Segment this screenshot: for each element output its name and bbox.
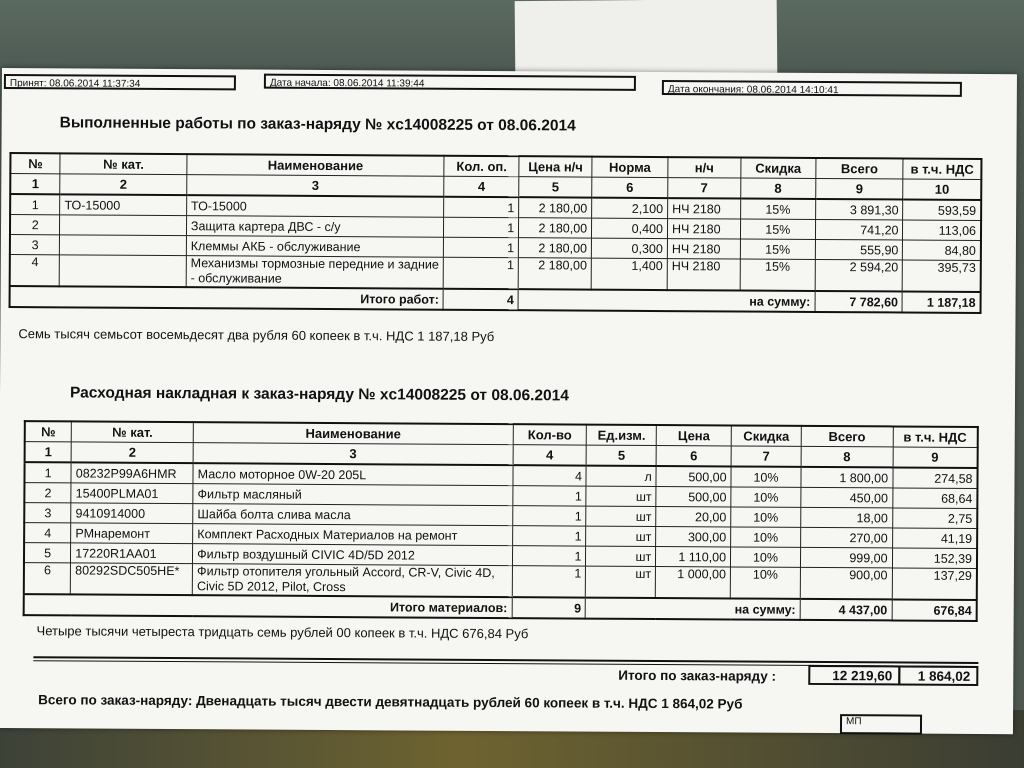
row-num: 2 — [10, 215, 60, 235]
works-total-label: Итого работ: — [10, 286, 444, 310]
row-cat: 80292SDC505HE* — [71, 563, 193, 595]
materials-title: Расходная накладная к заказ-наряду № xc14008225 от 08.06.2014 — [69, 384, 569, 405]
row-cat — [60, 215, 187, 236]
row-num: 1 — [24, 462, 71, 483]
works-index: 1 — [10, 174, 60, 195]
row-discount: 15% — [740, 259, 815, 291]
row-qty: 4 — [513, 465, 587, 486]
materials-index: 2 — [71, 442, 193, 463]
row-total: 555,90 — [815, 239, 903, 260]
row-price: 2 180,00 — [519, 218, 592, 238]
row-price: 2 180,00 — [518, 258, 591, 290]
row-unit: шт — [586, 486, 656, 506]
row-name: Механизмы тормозные передние и задние - обслуживание — [186, 256, 444, 289]
materials-col-discount: Скидка — [731, 425, 801, 446]
row-vat: 593,59 — [903, 200, 981, 221]
materials-index: 6 — [656, 446, 731, 467]
grand-total-vat: 1 864,02 — [898, 665, 978, 685]
row-discount: 15% — [740, 219, 815, 239]
row-unit: шт — [586, 566, 656, 598]
row-discount: 15% — [740, 239, 815, 259]
row-name: Масло моторное 0W-20 205L — [193, 463, 513, 485]
row-price: 2 180,00 — [519, 238, 592, 258]
works-col-qty: Кол. оп. — [444, 156, 519, 177]
works-index: 8 — [741, 178, 816, 199]
row-unit: шт — [586, 546, 656, 566]
works-sum-vat: 1 187,18 — [902, 292, 980, 313]
row-total: 18,00 — [801, 507, 893, 528]
works-col-nh: н/ч — [668, 157, 741, 178]
materials-index: 5 — [586, 445, 656, 466]
row-total: 2 594,20 — [815, 259, 903, 291]
works-col-num: № — [10, 153, 60, 174]
row-qty: 1 — [512, 546, 586, 566]
row-price: 500,00 — [656, 487, 731, 507]
row-price: 1 000,00 — [656, 567, 731, 599]
row-unit: л — [586, 466, 656, 487]
works-col-norm: Норма — [592, 157, 668, 178]
seal-place-box: МП — [840, 714, 922, 735]
row-name: Шайба болта слива масла — [193, 504, 513, 526]
row-discount: 10% — [731, 466, 801, 487]
works-index: 3 — [187, 175, 445, 197]
materials-sum-vat: 676,84 — [892, 599, 977, 621]
works-col-total: Всего — [816, 158, 904, 179]
row-num: 6 — [24, 563, 71, 595]
row-cat — [59, 255, 186, 287]
row-price: 2 180,00 — [519, 197, 592, 218]
work-order-document — [0, 68, 1017, 734]
materials-total-count: 9 — [512, 597, 586, 618]
materials-table — [23, 420, 979, 622]
works-title: Выполненные работы по заказ-наряду № xc14008225 от 08.06.2014 — [59, 114, 576, 135]
row-unit: шт — [586, 526, 656, 546]
row-cat: ТО-15000 — [60, 194, 187, 215]
materials-col-name: Наименование — [193, 422, 513, 444]
end-date-stamp: Дата окончания: 08.06.2014 14:10:41 — [662, 80, 962, 97]
row-name: ТО-15000 — [186, 195, 444, 217]
row-num: 3 — [24, 503, 71, 523]
materials-index: 3 — [193, 443, 513, 465]
row-total: 270,00 — [801, 527, 893, 548]
materials-col-vat: в т.ч. НДС — [893, 426, 978, 447]
row-num: 3 — [10, 235, 60, 255]
row-discount: 10% — [731, 547, 801, 567]
row-num: 1 — [10, 194, 60, 215]
works-index: 10 — [903, 179, 981, 200]
row-discount: 10% — [730, 567, 800, 599]
materials-col-unit: Ед.изм. — [587, 425, 657, 446]
works-amount-in-words: Семь тысяч семьсот восемьдесят два рубля 60 копеек в т.ч. НДС 1 187,18 Руб — [18, 326, 495, 345]
row-nh: НЧ 2180 — [667, 239, 740, 259]
row-cat: 9410914000 — [71, 503, 193, 524]
row-name: Фильтр отопителя угольный Accord, CR-V, Civic 4D, Civic 5D 2012, Pilot, Cross — [192, 564, 512, 597]
row-price: 300,00 — [656, 527, 731, 547]
start-date-stamp: Дата начала: 08.06.2014 11:39:44 — [264, 74, 636, 91]
materials-col-num: № — [25, 421, 72, 442]
works-index: 6 — [592, 177, 668, 198]
works-col-price: Цена н/ч — [519, 156, 592, 177]
grand-total-in-words: Всего по заказ-наряду: Двенадцать тысяч двести девятнадцать рублей 60 копеек в т.ч. НДС 1 864,02 Руб — [38, 692, 743, 712]
materials-index: 7 — [731, 446, 801, 467]
row-discount: 10% — [731, 507, 801, 527]
row-total: 741,20 — [815, 219, 903, 240]
row-total: 999,00 — [800, 547, 892, 568]
row-vat: 113,06 — [903, 220, 981, 240]
grand-total-label: Итого по заказ-наряду : — [618, 667, 777, 684]
row-nh: НЧ 2180 — [668, 198, 741, 219]
row-qty: 1 — [512, 486, 586, 506]
row-qty: 1 — [444, 217, 519, 237]
works-sum-total: 7 782,60 — [815, 291, 903, 313]
works-sum-label: на сумму: — [518, 289, 815, 312]
row-name: Клеммы АКБ - обслуживание — [186, 236, 444, 258]
works-index: 7 — [668, 178, 741, 199]
row-cat: 15400PLMA01 — [71, 483, 193, 504]
row-discount: 10% — [731, 487, 801, 507]
works-col-cat: № кат. — [60, 153, 187, 174]
materials-sum-total: 4 437,00 — [800, 599, 892, 621]
row-name: Фильтр масляный — [193, 484, 513, 506]
materials-amount-in-words: Четыре тысячи четыреста тридцать семь рублей 00 копеек в т.ч. НДС 676,84 Руб — [36, 623, 529, 642]
row-vat: 137,29 — [892, 568, 977, 600]
materials-index: 1 — [25, 442, 72, 463]
row-norm: 0,300 — [591, 238, 667, 258]
works-col-vat: в т.ч. НДС — [903, 159, 981, 180]
row-qty: 1 — [443, 257, 518, 289]
row-num: 5 — [24, 543, 71, 563]
row-total: 3 891,30 — [815, 199, 903, 220]
row-name: Защита картера ДВС - с/у — [186, 216, 444, 238]
materials-col-qty: Кол-во — [513, 424, 587, 445]
row-num: 4 — [10, 255, 60, 287]
works-index: 9 — [815, 178, 903, 199]
accepted-stamp: Принят: 08.06.2014 11:37:34 — [4, 74, 236, 90]
row-total: 1 800,00 — [801, 467, 893, 488]
materials-col-price: Цена — [656, 425, 731, 446]
row-name: Комплект Расходных Материалов на ремонт — [193, 524, 513, 546]
works-index: 5 — [519, 177, 592, 198]
works-col-name: Наименование — [187, 154, 445, 176]
row-name: Фильтр воздушный CIVIC 4D/5D 2012 — [193, 544, 513, 566]
row-num: 4 — [24, 523, 71, 543]
row-vat: 152,39 — [892, 548, 977, 569]
row-nh: НЧ 2180 — [667, 219, 740, 239]
row-cat: 08232P99A6HMR — [71, 462, 193, 483]
materials-col-cat: № кат. — [71, 421, 193, 442]
row-vat: 274,58 — [893, 467, 978, 488]
row-cat: 17220R1AA01 — [71, 543, 193, 564]
row-qty: 1 — [512, 566, 586, 598]
row-price: 1 110,00 — [656, 547, 731, 567]
row-qty: 1 — [512, 526, 586, 546]
materials-col-total: Всего — [801, 426, 893, 447]
row-vat: 41,19 — [892, 528, 977, 549]
row-num: 2 — [24, 483, 71, 503]
row-cat — [60, 235, 187, 256]
materials-total-row — [24, 594, 977, 621]
row-unit: шт — [586, 506, 656, 526]
materials-index: 8 — [801, 446, 893, 467]
row-price: 20,00 — [656, 507, 731, 527]
row-vat: 84,80 — [903, 240, 981, 260]
row-discount: 15% — [740, 199, 815, 220]
works-index: 2 — [60, 174, 187, 195]
row-total: 450,00 — [801, 487, 893, 508]
materials-sum-label: на сумму: — [586, 598, 801, 620]
works-index: 4 — [444, 176, 519, 197]
background-receipt — [515, 0, 778, 81]
row-vat: 395,73 — [903, 260, 981, 292]
row-qty: 1 — [444, 237, 519, 257]
row-vat: 68,64 — [892, 488, 977, 509]
row-qty: 1 — [444, 197, 519, 218]
materials-index: 9 — [893, 447, 978, 468]
materials-total-label: Итого материалов: — [24, 594, 512, 618]
works-total-count: 4 — [443, 289, 518, 310]
row-nh: НЧ 2180 — [667, 259, 740, 291]
row-discount: 10% — [731, 527, 801, 547]
materials-index: 4 — [513, 445, 587, 466]
row-price: 500,00 — [656, 466, 731, 487]
works-table — [9, 152, 983, 314]
row-total: 900,00 — [800, 567, 892, 599]
row-norm: 1,400 — [591, 258, 667, 290]
row-norm: 2,100 — [592, 198, 668, 219]
grand-total-value: 12 219,60 — [808, 665, 900, 686]
row-qty: 1 — [512, 506, 586, 526]
row-cat: РМнаремонт — [71, 523, 193, 544]
row-vat: 2,75 — [892, 508, 977, 529]
row-norm: 0,400 — [592, 218, 668, 238]
works-col-discount: Скидка — [741, 158, 816, 179]
